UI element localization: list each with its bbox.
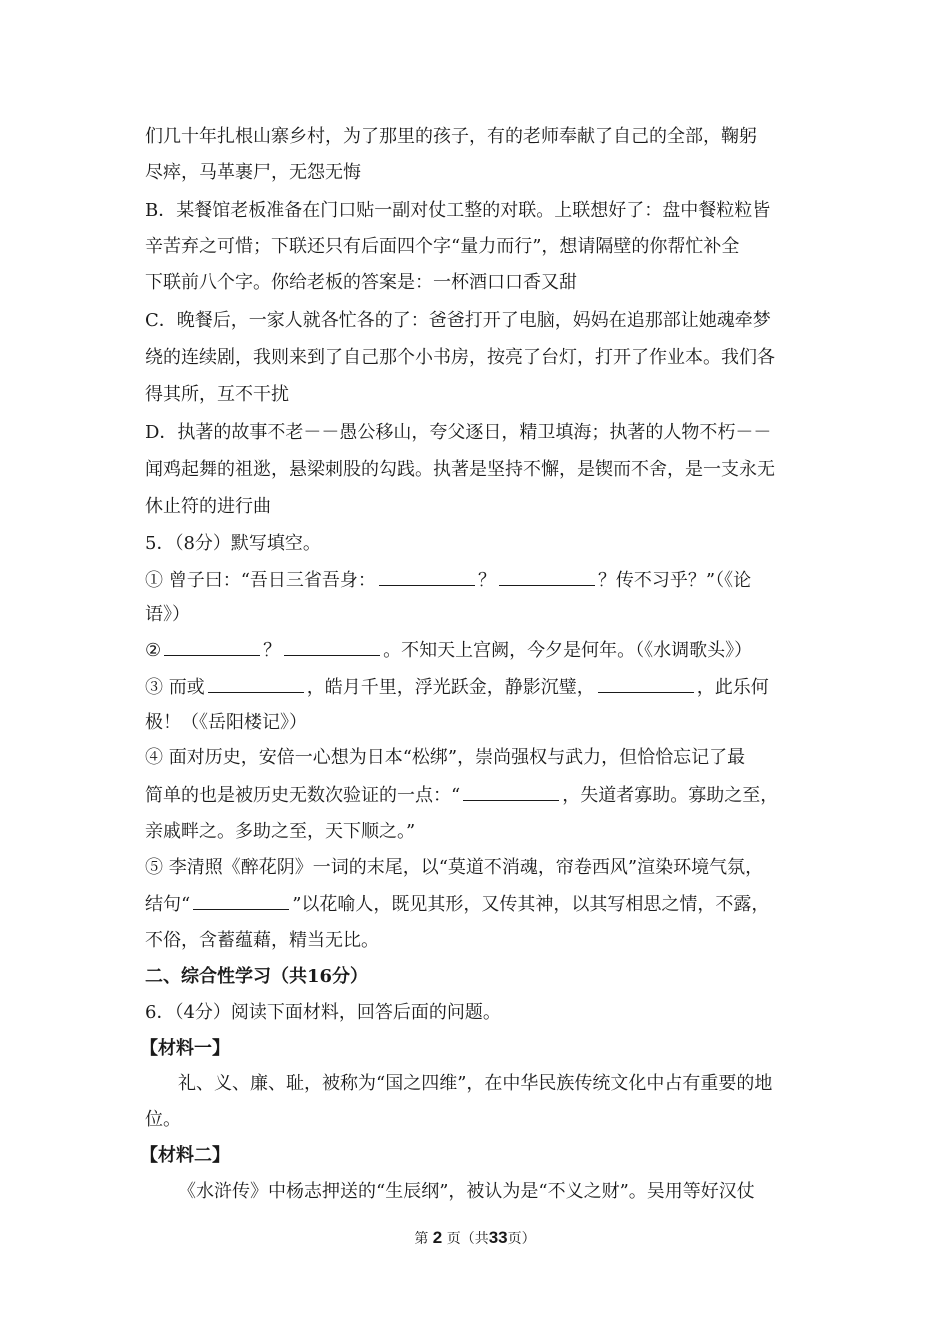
q5-item-1-text-a: ① 曾子曰：“吾日三省吾身： <box>145 570 376 591</box>
option-a-line-1: 们几十年扎根山寨乡村，为了那里的孩子，有的老师奉献了自己的全部，鞠躬 <box>145 126 757 147</box>
option-b-line-1: B．某餐馆老板准备在门口贴一副对仗工整的对联。上联想好了：盘中餐粒粒皆 <box>145 200 771 221</box>
fill-blank <box>164 639 260 656</box>
q5-item-2 <box>145 639 752 662</box>
q5-item-3 <box>145 676 769 699</box>
option-d-line-2: 闻鸡起舞的祖逖，悬梁刺股的勾践。执著是坚持不懈，是锲而不舍，是一支永无 <box>145 459 775 480</box>
q5-item-4-text-c: ，失道者寡助。寡助之至， <box>562 785 779 806</box>
fill-blank <box>193 893 289 910</box>
q5-item-4-line-3: 亲戚畔之。多助之至，天下顺之。” <box>145 821 416 842</box>
option-b-line-3: 下联前八个字。你给老板的答案是：一杯酒口口香又甜 <box>145 272 577 293</box>
footer-middle: 页（共 <box>446 1231 489 1247</box>
q5-item-5-line-2 <box>145 893 769 916</box>
q5-item-5-text-c: ”以花喻人，既见其形，又传其神，以其写相思之情，不露， <box>292 894 770 915</box>
q5-item-2-text-c: 。不知天上宫阙，今夕是何年。（《水调歌头》） <box>383 640 753 661</box>
fill-blank <box>463 784 559 801</box>
option-d-line-1: D．执著的故事不老－－愚公移山，夸父逐日，精卫填海；执著的人物不朽－－ <box>145 422 772 443</box>
material-1-line-1: 礼、义、廉、耻，被称为“国之四维”，在中华民族传统文化中占有重要的地 <box>178 1073 773 1094</box>
option-d-line-3: 休止符的进行曲 <box>145 496 271 517</box>
q5-item-5-text-b: 结句“ <box>145 894 191 915</box>
option-c-line-1: C．晚餐后，一家人就各忙各的了：爸爸打开了电脑，妈妈在追那部让她魂牵梦 <box>145 310 771 331</box>
q5-item-1-text-b: ？ <box>477 570 496 591</box>
q5-item-1 <box>145 569 751 592</box>
option-c-line-2: 绕的连续剧，我则来到了自己那个小书房，按亮了台灯，打开了作业本。我们各 <box>145 347 775 368</box>
footer-total-pages: 33 <box>488 1228 508 1247</box>
question-5-heading: 5．（8分）默写填空。 <box>145 533 321 554</box>
fill-blank <box>379 569 475 586</box>
material-2-label: 【材料二】 <box>140 1145 230 1166</box>
question-6-heading: 6．（4分）阅读下面材料，回答后面的问题。 <box>145 1002 501 1023</box>
q5-item-3-continued: 极！（《岳阳楼记》） <box>145 712 307 733</box>
fill-blank <box>284 639 380 656</box>
q5-item-3-text-b: ，皓月千里，浮光跃金，静影沉璧， <box>306 677 595 698</box>
q5-item-3-text-c: ，此乐何 <box>696 677 769 698</box>
q5-item-4-text-b: 简单的也是被历史无数次验证的一点：“ <box>145 785 461 806</box>
option-a-line-2: 尽瘁，马革裹尸，无怨无悔 <box>145 162 361 183</box>
q5-item-1-continued: 语》） <box>145 604 190 625</box>
q5-item-2-text-a: ② <box>145 640 162 661</box>
page-footer <box>0 1228 950 1249</box>
footer-page-number: 2 <box>432 1228 443 1247</box>
fill-blank <box>598 676 694 693</box>
q5-item-1-text-c: ？传不习乎？”（《论 <box>597 570 752 591</box>
option-c-line-3: 得其所，互不干扰 <box>145 384 289 405</box>
material-2-line-1: 《水浒传》中杨志押送的“生辰纲”，被认为是“不义之财”。吴用等好汉仗 <box>178 1181 755 1202</box>
footer-suffix: 页） <box>507 1231 536 1247</box>
q5-item-4-line-2 <box>145 784 778 807</box>
q5-item-2-text-b: ？ <box>263 640 282 661</box>
material-1-label: 【材料一】 <box>140 1038 230 1059</box>
option-b-line-2: 辛苦弃之可惜；下联还只有后面四个字“量力而行”，想请隔壁的你帮忙补全 <box>145 236 740 257</box>
q5-item-3-text-a: ③ 而或 <box>145 677 205 698</box>
section-2-heading: 二、综合性学习（共16分） <box>145 966 369 987</box>
material-1-line-2: 位。 <box>145 1109 181 1130</box>
fill-blank <box>499 569 595 586</box>
q5-item-5: ⑤ 李清照《醉花阴》一词的末尾，以“莫道不消魂，帘卷西风”渲染环境气氛， <box>145 857 764 878</box>
footer-prefix: 第 <box>414 1231 429 1247</box>
q5-item-5-line-3: 不俗，含蓄蕴藉，精当无比。 <box>145 930 379 951</box>
q5-item-4: ④ 面对历史，安倍一心想为日本“松绑”，崇尚强权与武力，但恰恰忘记了最 <box>145 747 746 768</box>
fill-blank <box>208 676 304 693</box>
